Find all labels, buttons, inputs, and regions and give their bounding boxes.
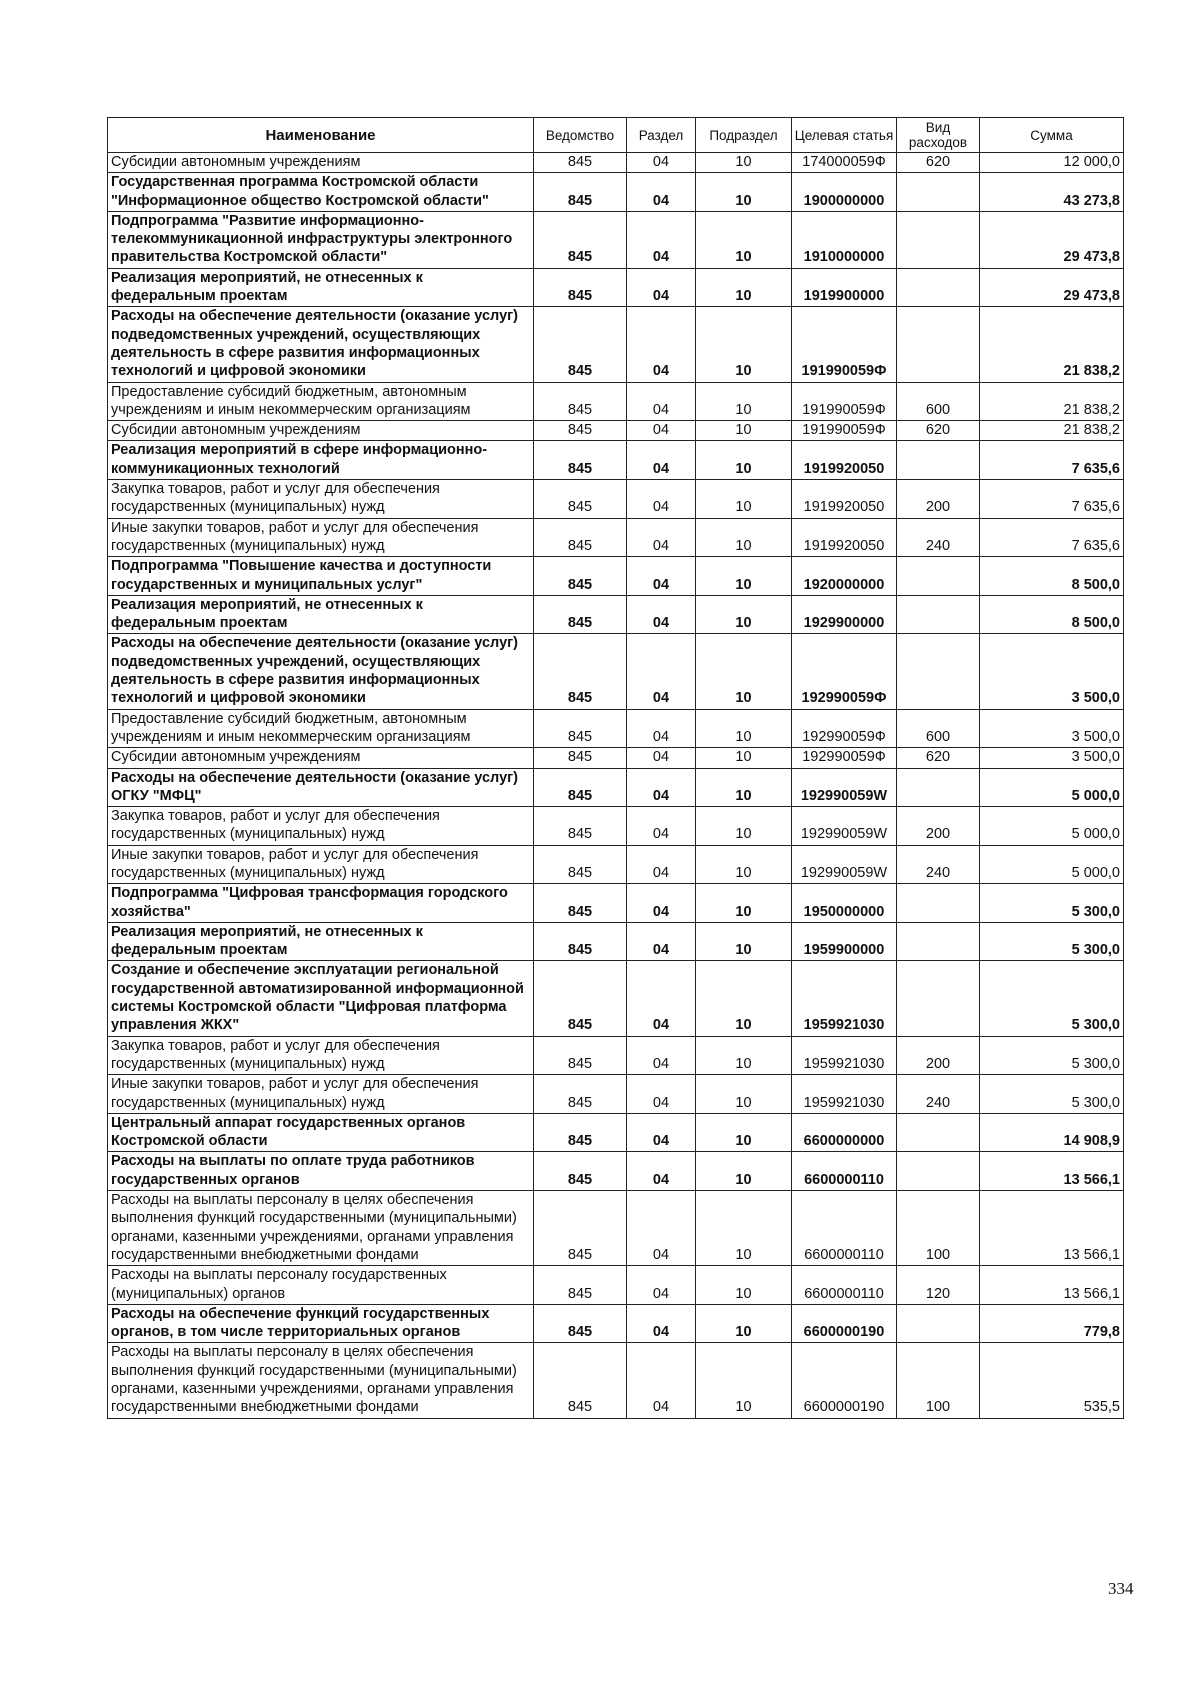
cell-name: Закупка товаров, работ и услуг для обеспечения государственных (муниципальных) нужд <box>108 807 534 846</box>
cell-target-article: 1919920050 <box>792 441 897 480</box>
cell-sum: 5 000,0 <box>980 807 1124 846</box>
header-sum: Сумма <box>980 118 1124 153</box>
header-section: Раздел <box>627 118 696 153</box>
table-row <box>108 1304 1124 1343</box>
cell-subsection: 10 <box>696 1304 792 1343</box>
table-row <box>108 1152 1124 1191</box>
cell-name: Закупка товаров, работ и услуг для обеспечения государственных (муниципальных) нужд <box>108 480 534 519</box>
cell-section: 04 <box>627 1191 696 1266</box>
cell-section: 04 <box>627 1266 696 1305</box>
cell-expense-type: 620 <box>897 421 980 441</box>
cell-subsection: 10 <box>696 307 792 382</box>
cell-department: 845 <box>534 961 627 1036</box>
header-department: Ведомство <box>534 118 627 153</box>
cell-subsection: 10 <box>696 807 792 846</box>
cell-department: 845 <box>534 807 627 846</box>
cell-sum: 5 300,0 <box>980 922 1124 961</box>
cell-sum: 12 000,0 <box>980 153 1124 173</box>
table-row <box>108 634 1124 709</box>
cell-name: Субсидии автономным учреждениям <box>108 748 534 768</box>
cell-target-article: 1919920050 <box>792 518 897 557</box>
cell-target-article: 191990059Ф <box>792 382 897 421</box>
cell-name: Субсидии автономным учреждениям <box>108 421 534 441</box>
cell-target-article: 1919920050 <box>792 480 897 519</box>
cell-sum: 5 300,0 <box>980 1075 1124 1114</box>
table-row <box>108 768 1124 807</box>
cell-department: 845 <box>534 480 627 519</box>
cell-section: 04 <box>627 709 696 748</box>
cell-sum: 7 635,6 <box>980 480 1124 519</box>
cell-subsection: 10 <box>696 595 792 634</box>
cell-section: 04 <box>627 845 696 884</box>
cell-section: 04 <box>627 595 696 634</box>
cell-expense-type: 240 <box>897 1075 980 1114</box>
cell-section: 04 <box>627 768 696 807</box>
table-body <box>108 153 1124 1419</box>
cell-target-article: 192990059W <box>792 845 897 884</box>
cell-subsection: 10 <box>696 922 792 961</box>
cell-expense-type: 620 <box>897 153 980 173</box>
cell-expense-type <box>897 557 980 596</box>
cell-name: Расходы на выплаты по оплате труда работников государственных органов <box>108 1152 534 1191</box>
cell-target-article: 1959921030 <box>792 961 897 1036</box>
cell-section: 04 <box>627 634 696 709</box>
cell-section: 04 <box>627 1075 696 1114</box>
cell-expense-type <box>897 1152 980 1191</box>
table-row <box>108 709 1124 748</box>
cell-section: 04 <box>627 307 696 382</box>
cell-target-article: 1950000000 <box>792 884 897 923</box>
table-row <box>108 1113 1124 1152</box>
cell-sum: 21 838,2 <box>980 421 1124 441</box>
cell-section: 04 <box>627 480 696 519</box>
cell-department: 845 <box>534 518 627 557</box>
cell-name: Расходы на выплаты персоналу в целях обеспечения выполнения функций государственными (муниципальными) органами, казенными учреждениями, органами управления государственными внебюджетными фондами <box>108 1343 534 1418</box>
cell-sum: 3 500,0 <box>980 748 1124 768</box>
cell-target-article: 6600000110 <box>792 1191 897 1266</box>
table-row <box>108 807 1124 846</box>
cell-target-article: 1929900000 <box>792 595 897 634</box>
page-number: 334 <box>1108 1579 1134 1598</box>
cell-subsection: 10 <box>696 421 792 441</box>
cell-sum: 5 000,0 <box>980 768 1124 807</box>
header-name: Наименование <box>108 118 534 153</box>
cell-department: 845 <box>534 557 627 596</box>
cell-name: Иные закупки товаров, работ и услуг для обеспечения государственных (муниципальных) нужд <box>108 518 534 557</box>
cell-sum: 5 300,0 <box>980 961 1124 1036</box>
cell-section: 04 <box>627 961 696 1036</box>
cell-subsection: 10 <box>696 441 792 480</box>
cell-sum: 535,5 <box>980 1343 1124 1418</box>
cell-target-article: 6600000110 <box>792 1266 897 1305</box>
table-row <box>108 922 1124 961</box>
cell-section: 04 <box>627 1343 696 1418</box>
cell-subsection: 10 <box>696 1113 792 1152</box>
cell-sum: 3 500,0 <box>980 709 1124 748</box>
cell-section: 04 <box>627 1036 696 1075</box>
cell-expense-type <box>897 922 980 961</box>
cell-target-article: 1959921030 <box>792 1075 897 1114</box>
table-header <box>108 118 1124 153</box>
cell-section: 04 <box>627 518 696 557</box>
cell-department: 845 <box>534 709 627 748</box>
cell-subsection: 10 <box>696 1191 792 1266</box>
cell-expense-type <box>897 634 980 709</box>
cell-department: 845 <box>534 884 627 923</box>
cell-section: 04 <box>627 421 696 441</box>
cell-subsection: 10 <box>696 709 792 748</box>
cell-expense-type: 200 <box>897 480 980 519</box>
cell-name: Реализация мероприятий, не отнесенных к федеральным проектам <box>108 595 534 634</box>
cell-sum: 5 300,0 <box>980 1036 1124 1075</box>
cell-expense-type: 120 <box>897 1266 980 1305</box>
cell-sum: 43 273,8 <box>980 173 1124 212</box>
cell-section: 04 <box>627 211 696 268</box>
cell-section: 04 <box>627 153 696 173</box>
cell-sum: 29 473,8 <box>980 268 1124 307</box>
cell-target-article: 174000059Ф <box>792 153 897 173</box>
cell-subsection: 10 <box>696 634 792 709</box>
cell-target-article: 6600000110 <box>792 1152 897 1191</box>
cell-section: 04 <box>627 557 696 596</box>
cell-department: 845 <box>534 1191 627 1266</box>
cell-target-article: 6600000190 <box>792 1343 897 1418</box>
cell-target-article: 1959921030 <box>792 1036 897 1075</box>
cell-department: 845 <box>534 845 627 884</box>
cell-section: 04 <box>627 884 696 923</box>
table-row <box>108 173 1124 212</box>
cell-expense-type: 600 <box>897 709 980 748</box>
cell-target-article: 1959900000 <box>792 922 897 961</box>
cell-subsection: 10 <box>696 557 792 596</box>
cell-section: 04 <box>627 173 696 212</box>
cell-expense-type: 100 <box>897 1343 980 1418</box>
cell-department: 845 <box>534 153 627 173</box>
cell-sum: 8 500,0 <box>980 557 1124 596</box>
cell-name: Расходы на обеспечение деятельности (оказание услуг) подведомственных учреждений, осуществляющих деятельность в сфере развития информационных технологий и цифровой экономики <box>108 634 534 709</box>
cell-sum: 21 838,2 <box>980 307 1124 382</box>
cell-name: Предоставление субсидий бюджетным, автономным учреждениям и иным некоммерческим организациям <box>108 382 534 421</box>
cell-department: 845 <box>534 595 627 634</box>
table-row <box>108 1036 1124 1075</box>
table-row <box>108 1191 1124 1266</box>
cell-target-article: 192990059Ф <box>792 709 897 748</box>
cell-section: 04 <box>627 807 696 846</box>
cell-section: 04 <box>627 748 696 768</box>
cell-expense-type <box>897 441 980 480</box>
header-subsection: Подраздел <box>696 118 792 153</box>
cell-subsection: 10 <box>696 518 792 557</box>
cell-subsection: 10 <box>696 1343 792 1418</box>
cell-section: 04 <box>627 268 696 307</box>
cell-target-article: 1900000000 <box>792 173 897 212</box>
cell-section: 04 <box>627 1113 696 1152</box>
budget-table <box>107 117 1124 1419</box>
table-row <box>108 268 1124 307</box>
cell-name: Субсидии автономным учреждениям <box>108 153 534 173</box>
cell-name: Подпрограмма "Развитие информационно-телекоммуникационной инфраструктуры электронного правительства Костромской области" <box>108 211 534 268</box>
cell-expense-type: 200 <box>897 807 980 846</box>
cell-expense-type <box>897 884 980 923</box>
cell-subsection: 10 <box>696 845 792 884</box>
cell-subsection: 10 <box>696 1036 792 1075</box>
cell-target-article: 1910000000 <box>792 211 897 268</box>
cell-name: Закупка товаров, работ и услуг для обеспечения государственных (муниципальных) нужд <box>108 1036 534 1075</box>
cell-sum: 5 000,0 <box>980 845 1124 884</box>
cell-department: 845 <box>534 748 627 768</box>
cell-target-article: 191990059Ф <box>792 307 897 382</box>
cell-department: 845 <box>534 382 627 421</box>
table-row <box>108 480 1124 519</box>
cell-department: 845 <box>534 768 627 807</box>
cell-name: Расходы на выплаты персоналу государственных (муниципальных) органов <box>108 1266 534 1305</box>
table-row <box>108 595 1124 634</box>
cell-subsection: 10 <box>696 268 792 307</box>
table-row <box>108 441 1124 480</box>
cell-department: 845 <box>534 1036 627 1075</box>
cell-name: Реализация мероприятий, не отнесенных к федеральным проектам <box>108 268 534 307</box>
cell-department: 845 <box>534 1343 627 1418</box>
cell-subsection: 10 <box>696 1266 792 1305</box>
cell-department: 845 <box>534 634 627 709</box>
cell-subsection: 10 <box>696 768 792 807</box>
cell-expense-type <box>897 595 980 634</box>
cell-name: Расходы на обеспечение функций государственных органов, в том числе территориальных органов <box>108 1304 534 1343</box>
cell-target-article: 6600000000 <box>792 1113 897 1152</box>
cell-expense-type <box>897 768 980 807</box>
cell-expense-type <box>897 307 980 382</box>
cell-department: 845 <box>534 441 627 480</box>
cell-subsection: 10 <box>696 1152 792 1191</box>
cell-target-article: 192990059Ф <box>792 634 897 709</box>
cell-department: 845 <box>534 1075 627 1114</box>
table-row <box>108 845 1124 884</box>
table-row <box>108 518 1124 557</box>
cell-sum: 29 473,8 <box>980 211 1124 268</box>
cell-target-article: 192990059W <box>792 768 897 807</box>
cell-expense-type <box>897 173 980 212</box>
cell-expense-type: 240 <box>897 845 980 884</box>
table-row <box>108 307 1124 382</box>
cell-department: 845 <box>534 1152 627 1191</box>
cell-department: 845 <box>534 1113 627 1152</box>
cell-department: 845 <box>534 1266 627 1305</box>
cell-section: 04 <box>627 441 696 480</box>
cell-department: 845 <box>534 268 627 307</box>
cell-sum: 5 300,0 <box>980 884 1124 923</box>
cell-sum: 7 635,6 <box>980 518 1124 557</box>
cell-subsection: 10 <box>696 1075 792 1114</box>
cell-section: 04 <box>627 1304 696 1343</box>
cell-sum: 7 635,6 <box>980 441 1124 480</box>
cell-expense-type <box>897 268 980 307</box>
cell-subsection: 10 <box>696 748 792 768</box>
cell-department: 845 <box>534 1304 627 1343</box>
cell-subsection: 10 <box>696 173 792 212</box>
cell-sum: 13 566,1 <box>980 1191 1124 1266</box>
cell-department: 845 <box>534 173 627 212</box>
table-row <box>108 884 1124 923</box>
cell-name: Расходы на обеспечение деятельности (оказание услуг) ОГКУ "МФЦ" <box>108 768 534 807</box>
cell-expense-type: 200 <box>897 1036 980 1075</box>
cell-expense-type: 100 <box>897 1191 980 1266</box>
cell-target-article: 6600000190 <box>792 1304 897 1343</box>
cell-name: Реализация мероприятий в сфере информационно-коммуникационных технологий <box>108 441 534 480</box>
cell-expense-type <box>897 211 980 268</box>
cell-sum: 8 500,0 <box>980 595 1124 634</box>
cell-target-article: 192990059W <box>792 807 897 846</box>
cell-name: Государственная программа Костромской области "Информационное общество Костромской области" <box>108 173 534 212</box>
cell-expense-type: 240 <box>897 518 980 557</box>
cell-expense-type <box>897 1304 980 1343</box>
cell-subsection: 10 <box>696 480 792 519</box>
cell-name: Реализация мероприятий, не отнесенных к федеральным проектам <box>108 922 534 961</box>
cell-subsection: 10 <box>696 961 792 1036</box>
cell-sum: 13 566,1 <box>980 1152 1124 1191</box>
table-row <box>108 748 1124 768</box>
table-row <box>108 382 1124 421</box>
cell-name: Расходы на выплаты персоналу в целях обеспечения выполнения функций государственными (муниципальными) органами, казенными учреждениями, органами управления государственными внебюджетными фондами <box>108 1191 534 1266</box>
table-row <box>108 153 1124 173</box>
cell-sum: 779,8 <box>980 1304 1124 1343</box>
cell-name: Иные закупки товаров, работ и услуг для обеспечения государственных (муниципальных) нужд <box>108 1075 534 1114</box>
cell-expense-type <box>897 961 980 1036</box>
table-row <box>108 1075 1124 1114</box>
cell-target-article: 1919900000 <box>792 268 897 307</box>
cell-department: 845 <box>534 211 627 268</box>
cell-name: Иные закупки товаров, работ и услуг для обеспечения государственных (муниципальных) нужд <box>108 845 534 884</box>
header-row <box>108 118 1124 153</box>
cell-expense-type: 620 <box>897 748 980 768</box>
cell-department: 845 <box>534 421 627 441</box>
cell-name: Расходы на обеспечение деятельности (оказание услуг) подведомственных учреждений, осуществляющих деятельность в сфере развития информационных технологий и цифровой экономики <box>108 307 534 382</box>
cell-subsection: 10 <box>696 884 792 923</box>
table-row <box>108 211 1124 268</box>
cell-section: 04 <box>627 922 696 961</box>
cell-name: Подпрограмма "Повышение качества и доступности государственных и муниципальных услуг" <box>108 557 534 596</box>
cell-department: 845 <box>534 922 627 961</box>
table-row <box>108 961 1124 1036</box>
table-row <box>108 421 1124 441</box>
cell-target-article: 1920000000 <box>792 557 897 596</box>
cell-expense-type <box>897 1113 980 1152</box>
cell-section: 04 <box>627 382 696 421</box>
cell-subsection: 10 <box>696 153 792 173</box>
cell-name: Создание и обеспечение эксплуатации региональной государственной автоматизированной информационной системы Костромской области "Цифровая платформа управления ЖКХ" <box>108 961 534 1036</box>
table-row <box>108 1266 1124 1305</box>
cell-expense-type: 600 <box>897 382 980 421</box>
cell-name: Подпрограмма "Цифровая трансформация городского хозяйства" <box>108 884 534 923</box>
header-expense-type: Вид расходов <box>897 118 980 153</box>
cell-name: Предоставление субсидий бюджетным, автономным учреждениям и иным некоммерческим организациям <box>108 709 534 748</box>
header-target-article: Целевая статья <box>792 118 897 153</box>
cell-subsection: 10 <box>696 211 792 268</box>
cell-sum: 21 838,2 <box>980 382 1124 421</box>
cell-name: Центральный аппарат государственных органов Костромской области <box>108 1113 534 1152</box>
cell-target-article: 191990059Ф <box>792 421 897 441</box>
cell-sum: 3 500,0 <box>980 634 1124 709</box>
cell-department: 845 <box>534 307 627 382</box>
cell-subsection: 10 <box>696 382 792 421</box>
table-row <box>108 557 1124 596</box>
cell-target-article: 192990059Ф <box>792 748 897 768</box>
table-row <box>108 1343 1124 1418</box>
cell-section: 04 <box>627 1152 696 1191</box>
cell-sum: 14 908,9 <box>980 1113 1124 1152</box>
cell-sum: 13 566,1 <box>980 1266 1124 1305</box>
